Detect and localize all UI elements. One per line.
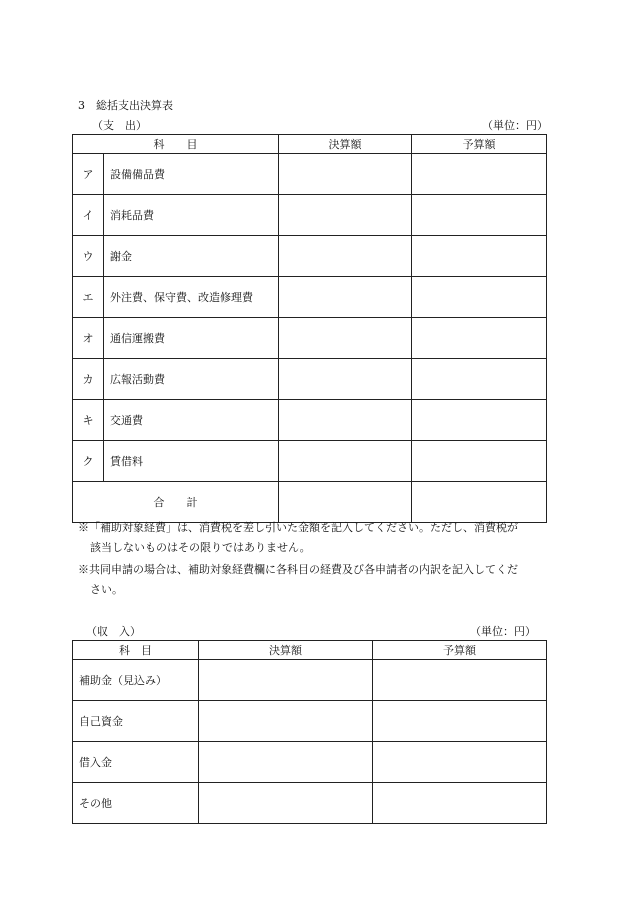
actual-cell[interactable] (199, 701, 373, 742)
row-name: 広報活動費 (104, 359, 279, 400)
table-row (73, 318, 547, 359)
budget-cell[interactable] (412, 318, 547, 359)
actual-cell[interactable] (279, 236, 412, 277)
table-row (73, 660, 547, 701)
table-row (73, 783, 547, 824)
total-row (73, 482, 547, 523)
note-joint-line2: さい。 (90, 583, 123, 596)
table-row (73, 441, 547, 482)
actual-cell[interactable] (279, 154, 412, 195)
expense-table (72, 134, 547, 523)
row-name: 賃借料 (104, 441, 279, 482)
table-row (73, 400, 547, 441)
table-row (73, 236, 547, 277)
budget-cell[interactable] (412, 154, 547, 195)
row-name: 設備備品費 (104, 154, 279, 195)
budget-cell[interactable] (373, 783, 547, 824)
actual-cell[interactable] (199, 660, 373, 701)
section-title: 3 総括支出決算表 (78, 99, 173, 112)
table-row (73, 701, 547, 742)
budget-cell[interactable] (412, 359, 547, 400)
budget-cell[interactable] (373, 660, 547, 701)
note-joint (78, 560, 548, 600)
row-mark: ア (73, 154, 104, 195)
table-row (73, 359, 547, 400)
row-mark: エ (73, 277, 104, 318)
header-subject: 科 目 (73, 135, 279, 154)
income-unit: （単位：円） (470, 625, 536, 638)
actual-cell[interactable] (279, 277, 412, 318)
row-mark: キ (73, 400, 104, 441)
row-mark: イ (73, 195, 104, 236)
table-row (73, 742, 547, 783)
budget-cell[interactable] (373, 701, 547, 742)
row-name: 謝金 (104, 236, 279, 277)
budget-cell[interactable] (412, 236, 547, 277)
actual-cell[interactable] (199, 742, 373, 783)
income-row-name: 借入金 (73, 742, 199, 783)
income-row-name: 自己資金 (73, 701, 199, 742)
actual-cell[interactable] (279, 400, 412, 441)
income-header-subject: 科 目 (73, 641, 199, 660)
note-joint-line1: ※共同申請の場合は、補助対象経費欄に各科目の経費及び各申請者の内訳を記入してくだ (78, 563, 518, 576)
total-label: 合 計 (73, 482, 279, 523)
row-mark: ク (73, 441, 104, 482)
actual-cell[interactable] (199, 783, 373, 824)
row-mark: オ (73, 318, 104, 359)
row-mark: ウ (73, 236, 104, 277)
table-row (73, 154, 547, 195)
actual-cell[interactable] (279, 318, 412, 359)
income-row-name: 補助金（見込み） (73, 660, 199, 701)
income-label: （収 入） (86, 625, 141, 638)
actual-cell[interactable] (279, 359, 412, 400)
income-header-budget: 予算額 (373, 641, 547, 660)
actual-cell[interactable] (279, 195, 412, 236)
budget-cell[interactable] (412, 195, 547, 236)
budget-cell[interactable] (373, 742, 547, 783)
income-header-actual: 決算額 (199, 641, 373, 660)
table-row (73, 277, 547, 318)
note-tax (78, 518, 548, 558)
actual-cell[interactable] (279, 441, 412, 482)
note-tax-line1: ※「補助対象経費」は、消費税を差し引いた金額を記入してください。ただし、消費税が (78, 521, 518, 534)
total-budget-cell[interactable] (412, 482, 547, 523)
budget-cell[interactable] (412, 400, 547, 441)
income-header-row (73, 641, 547, 660)
table-row (73, 195, 547, 236)
budget-cell[interactable] (412, 441, 547, 482)
header-budget: 予算額 (412, 135, 547, 154)
income-table (72, 640, 547, 824)
expense-label: （支 出） (92, 119, 147, 132)
row-name: 外注費、保守費、改造修理費 (104, 277, 279, 318)
row-name: 消耗品費 (104, 195, 279, 236)
budget-cell[interactable] (412, 277, 547, 318)
expense-unit: （単位：円） (482, 119, 548, 132)
header-actual: 決算額 (279, 135, 412, 154)
note-tax-line2: 該当しないものはその限りではありません。 (90, 541, 311, 554)
expense-header-row (73, 135, 547, 154)
income-row-name: その他 (73, 783, 199, 824)
row-name: 交通費 (104, 400, 279, 441)
total-actual-cell[interactable] (279, 482, 412, 523)
row-name: 通信運搬費 (104, 318, 279, 359)
row-mark: カ (73, 359, 104, 400)
